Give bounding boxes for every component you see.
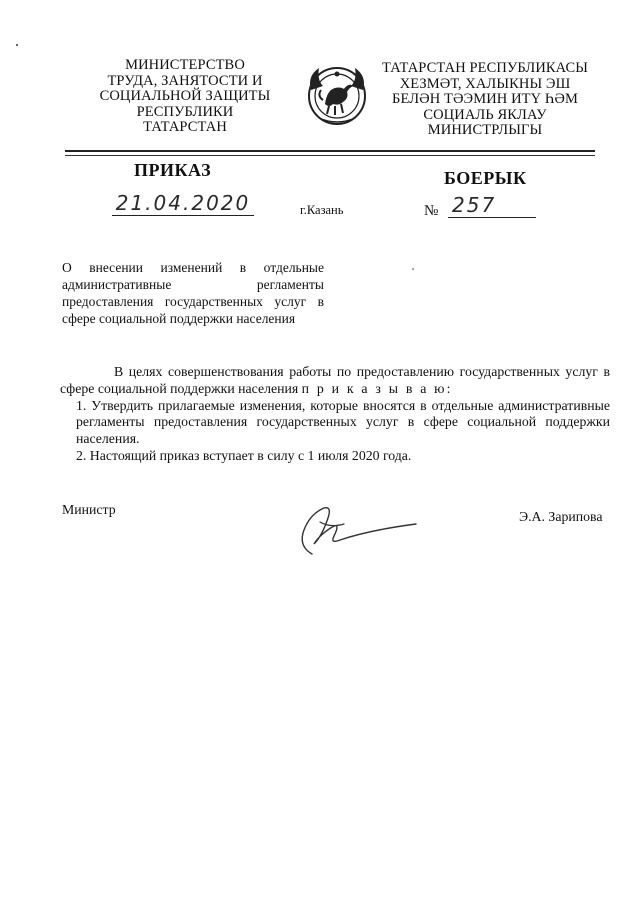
header-divider xyxy=(65,155,595,156)
header-line: ТАТАРСТАН РЕСПУБЛИКАСЫ xyxy=(381,60,589,76)
order-title-tt: БОЕРЫК xyxy=(444,168,527,188)
header-divider xyxy=(65,150,595,152)
header-line: РЕСПУБЛИКИ xyxy=(136,103,234,120)
signature-image xyxy=(290,500,420,562)
order-item: 2. Настоящий приказ вступает в силу с 1 июля 2020 года. xyxy=(76,447,412,463)
ministry-header-tt xyxy=(378,61,592,139)
scan-speck xyxy=(412,268,414,270)
header-line: МИНИСТРЛЫГЫ xyxy=(427,122,543,138)
signatory-position: Министр xyxy=(62,502,116,517)
order-number: 257 xyxy=(448,193,536,218)
order-word: п р и к а з ы в а ю: xyxy=(301,380,453,396)
body-intro xyxy=(60,364,610,398)
header-line: МИНИСТЕРСТВО xyxy=(125,57,245,73)
order-body xyxy=(60,364,610,465)
header-line: СОЦИАЛЬ ЯКЛАУ xyxy=(423,106,547,123)
order-subject: О внесении изменений в отдельные административные регламенты предоставления государственных услуг в сфере социальной поддержки населения xyxy=(62,260,324,326)
ministry-header-ru xyxy=(88,58,282,136)
header-line: БЕЛӘН ТӘЭМИН ИТҮ ҺӘМ xyxy=(392,91,578,107)
order-date: 21.04.2020 xyxy=(112,191,254,216)
header-line: ТРУДА, ЗАНЯТОСТИ И xyxy=(107,72,263,89)
intro-text: В целях совершенствования работы по предоставлению государственных услуг в сфере социальной поддержки населения xyxy=(60,364,610,396)
header-line: ХЕЗМӘТ, ХАЛЫКНЫ ЭШ xyxy=(399,75,571,92)
number-sign: № xyxy=(424,203,439,219)
tatarstan-coat-of-arms-icon xyxy=(305,60,369,130)
order-item: 1. Утвердить прилагаемые изменения, которые вносятся в отдельные административные регламенты предоставления государственных услуг в сфере социальной поддержки населения. xyxy=(76,397,610,447)
signatory-name: Э.А. Зарипова xyxy=(519,509,603,524)
header-line: СОЦИАЛЬНОЙ ЗАЩИТЫ xyxy=(99,88,271,104)
order-title-ru: ПРИКАЗ xyxy=(134,160,212,180)
scan-speck xyxy=(16,44,18,46)
city-label: г.Казань xyxy=(300,203,344,217)
header-line: ТАТАРСТАН xyxy=(143,119,227,135)
